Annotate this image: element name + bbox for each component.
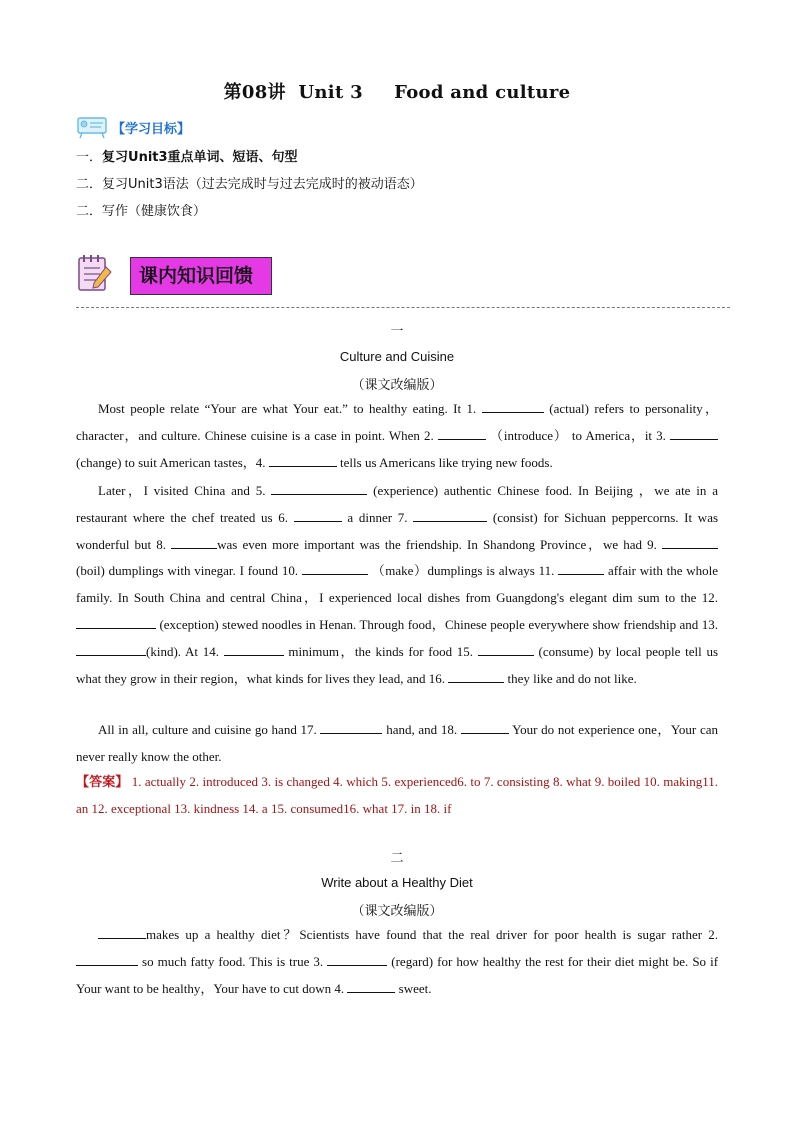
passage-text: (actual) refers to personality，character，and culture. Chinese cuisine is a case in point. When 2. bbox=[76, 401, 719, 443]
answer-blank[interactable] bbox=[294, 509, 342, 522]
section-title: Write about a Healthy Diet bbox=[321, 875, 473, 890]
passage-text: makes up a healthy diet？Scientists have found that the real driver for poor health is sugar rather 2. bbox=[146, 927, 718, 942]
goal-item bbox=[76, 146, 298, 165]
answer-blank[interactable] bbox=[558, 562, 604, 575]
answer-blank[interactable] bbox=[302, 562, 368, 575]
passage-text: affair with the whole family. In South China and central China，I experienced local dishes from Guangdong's elegant dim sum to the 12. bbox=[76, 563, 719, 606]
answer-blank[interactable] bbox=[448, 670, 504, 683]
banner-title: 课内知识回馈 bbox=[130, 257, 272, 295]
learning-goals-label: 【学习目标】 bbox=[112, 121, 191, 137]
passage-text: (regard) for how healthy the rest for their diet might be. So if Your want to be healthy，Your have to cut down 4. bbox=[76, 953, 719, 996]
goal-text: 写作（健康饮食） bbox=[102, 204, 207, 219]
answer-key bbox=[76, 769, 718, 821]
cloze-passage-1 bbox=[76, 396, 718, 476]
learning-goals-header bbox=[76, 115, 190, 139]
answer-blank[interactable] bbox=[461, 721, 509, 734]
answer-blank[interactable] bbox=[670, 427, 718, 440]
answer-blank[interactable] bbox=[327, 953, 387, 966]
cloze-passage-2 bbox=[76, 478, 718, 692]
passage-text: (kind). At 14. bbox=[146, 643, 219, 659]
answer-blank[interactable] bbox=[478, 643, 534, 656]
passage-text: tells us Americans like trying new foods. bbox=[340, 454, 553, 470]
answer-blank[interactable] bbox=[320, 721, 382, 734]
passage-text: a dinner 7. bbox=[347, 509, 408, 525]
answer-blank[interactable] bbox=[98, 926, 146, 939]
passage-text: (exception) stewed noodles in Henan. Through food，Chinese people everywhere show friendship and 13. bbox=[159, 616, 718, 632]
goal-text: 复习Unit3语法（过去完成时与过去完成时的被动语态） bbox=[102, 177, 423, 192]
goal-prefix: 二． bbox=[76, 204, 103, 219]
teacher-board-icon bbox=[76, 115, 110, 139]
section-number: 二 bbox=[390, 851, 404, 866]
passage-text: All in all, culture and cuisine go hand 17. bbox=[98, 722, 317, 737]
cloze-passage-3 bbox=[76, 717, 718, 771]
goal-text: 复习Unit3重点单词、短语、句型 bbox=[102, 150, 298, 165]
goal-item bbox=[76, 173, 423, 192]
passage-text: (consume) by local people tell us what they grow in their region，what kinds for lives they lead, and 16. bbox=[76, 643, 719, 686]
section-subtitle: （课文改编版） bbox=[351, 378, 443, 393]
passage-text: Your do not experience one，Your can never really know the other. bbox=[76, 722, 719, 764]
passage-text: was even more important was the friendship. In Shandong Province，we had 9. bbox=[217, 536, 657, 552]
dashed-divider bbox=[76, 307, 730, 308]
answer-blank[interactable] bbox=[269, 454, 337, 467]
goal-prefix: 一． bbox=[76, 150, 103, 165]
notebook-pencil-icon bbox=[76, 253, 114, 293]
passage-text: Later，I visited China and 5. bbox=[98, 483, 266, 498]
section-number: 一 bbox=[390, 324, 404, 339]
unit-label: Unit 3 bbox=[298, 82, 363, 103]
answer-blank[interactable] bbox=[224, 643, 284, 656]
passage-text: hand, and 18. bbox=[386, 722, 458, 737]
page-title bbox=[0, 78, 794, 104]
cloze-passage-4 bbox=[76, 922, 718, 1002]
passage-text: Most people relate “Your are what Your eat.” to healthy eating. It 1. bbox=[98, 401, 477, 416]
topic-label: Food and culture bbox=[394, 82, 571, 103]
answer-label: 【答案】 bbox=[76, 775, 129, 790]
answer-blank[interactable] bbox=[662, 536, 718, 549]
answer-blank[interactable] bbox=[347, 980, 395, 993]
lecture-number: 第08讲 bbox=[223, 82, 286, 103]
answer-blank[interactable] bbox=[413, 509, 487, 522]
passage-text: so much fatty food. This is true 3. bbox=[142, 953, 324, 969]
passage-text: (change) to suit American tastes，4. bbox=[76, 454, 266, 470]
answer-blank[interactable] bbox=[76, 616, 156, 629]
passage-text: （make）dumplings is always 11. bbox=[371, 563, 555, 579]
answer-blank[interactable] bbox=[76, 953, 138, 966]
passage-text: (boil) dumplings with vinegar. I found 10. bbox=[76, 563, 299, 579]
section-title: Culture and Cuisine bbox=[339, 349, 455, 364]
answer-blank[interactable] bbox=[482, 400, 544, 413]
answer-text: 1. actually 2. introduced 3. is changed 4. which 5. experienced6. to 7. consisting 8. what 9. boiled 10. making11. an 12. exceptional 13. kindness 14. a 15. consumed16. what 17. in 18. if bbox=[76, 774, 719, 816]
goal-prefix: 二． bbox=[76, 177, 103, 192]
answer-blank[interactable] bbox=[438, 427, 486, 440]
answer-blank[interactable] bbox=[171, 536, 217, 549]
passage-text: (consist) for Sichuan peppercorns. It was wonderful but 8. bbox=[76, 509, 719, 552]
passage-text: (experience) authentic Chinese food. In Beijing ，we ate in a restaurant where the chef treated us 6. bbox=[76, 483, 718, 525]
section-banner bbox=[76, 248, 272, 298]
passage-text: （introduce） to America，it 3. bbox=[490, 427, 666, 443]
passage-text: minimum，the kinds for food 15. bbox=[288, 643, 474, 659]
goal-item bbox=[76, 200, 206, 219]
answer-blank[interactable] bbox=[271, 482, 367, 495]
passage-text: they like and do not like. bbox=[507, 670, 637, 686]
passage-text: sweet. bbox=[398, 980, 432, 996]
answer-blank[interactable] bbox=[76, 643, 146, 656]
section-subtitle: （课文改编版） bbox=[351, 904, 443, 919]
